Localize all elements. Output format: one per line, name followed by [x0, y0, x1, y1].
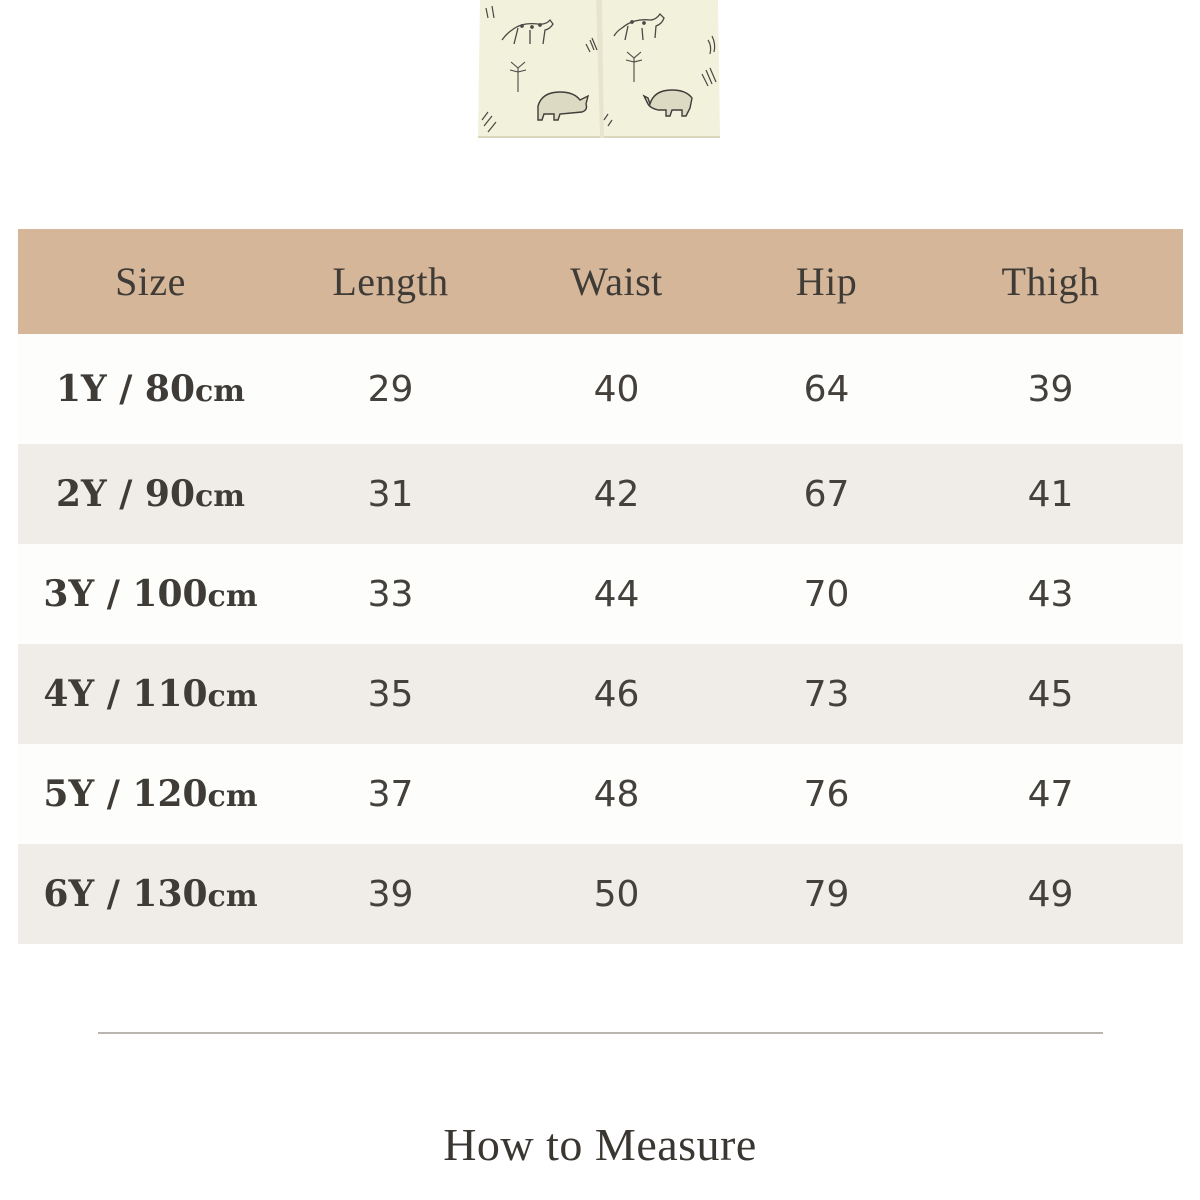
size-label: 3Y / 100cm — [43, 573, 258, 615]
table-header-row — [18, 229, 1183, 334]
length-value: 33 — [367, 573, 414, 615]
product-shorts-image — [474, 0, 724, 140]
hip-value: 73 — [803, 673, 850, 715]
size-unit: cm — [207, 679, 258, 714]
hip-value: 76 — [803, 773, 850, 815]
hip-value: 70 — [803, 573, 850, 615]
size-age: 2Y — [55, 473, 107, 515]
size-age: 4Y — [43, 673, 95, 715]
size-label: 1Y / 80cm — [55, 368, 246, 410]
hip-value: 64 — [803, 368, 850, 410]
table-row — [18, 744, 1183, 844]
column-header-waist: Waist — [570, 259, 663, 304]
size-height: 100 — [132, 573, 208, 615]
size-age: 6Y — [43, 873, 95, 915]
thigh-value: 45 — [1027, 673, 1074, 715]
length-value: 29 — [367, 368, 414, 410]
length-value: 39 — [367, 873, 414, 915]
size-unit: cm — [207, 879, 258, 914]
hip-value: 79 — [803, 873, 850, 915]
length-value: 37 — [367, 773, 414, 815]
size-height: 80 — [144, 368, 196, 410]
table-row — [18, 844, 1183, 944]
size-height: 90 — [144, 473, 196, 515]
size-age: 5Y — [43, 773, 95, 815]
size-unit: cm — [195, 479, 246, 514]
size-unit: cm — [195, 374, 246, 409]
size-age: 3Y — [43, 573, 95, 615]
column-header-size: Size — [115, 259, 186, 304]
size-unit: cm — [207, 579, 258, 614]
table-row — [18, 444, 1183, 544]
thigh-value: 49 — [1027, 873, 1074, 915]
how-to-measure-heading: How to Measure — [443, 1119, 757, 1170]
size-age: 1Y — [55, 368, 107, 410]
waist-value: 46 — [593, 673, 640, 715]
size-chart-table — [18, 229, 1183, 944]
thigh-value: 41 — [1027, 473, 1074, 515]
table-row — [18, 644, 1183, 744]
size-unit: cm — [207, 779, 258, 814]
thigh-value: 47 — [1027, 773, 1074, 815]
waist-value: 48 — [593, 773, 640, 815]
waist-value: 50 — [593, 873, 640, 915]
size-label: 5Y / 120cm — [43, 773, 258, 815]
size-label: 6Y / 130cm — [43, 873, 258, 915]
column-header-hip: Hip — [795, 259, 858, 304]
table-row — [18, 334, 1183, 444]
table-row — [18, 544, 1183, 644]
section-divider — [98, 1032, 1103, 1034]
length-value: 35 — [367, 673, 414, 715]
size-height: 110 — [132, 673, 208, 715]
size-label: 2Y / 90cm — [55, 473, 246, 515]
thigh-value: 39 — [1027, 368, 1074, 410]
hip-value: 67 — [803, 473, 850, 515]
size-label: 4Y / 110cm — [43, 673, 258, 715]
size-height: 120 — [132, 773, 208, 815]
waist-value: 40 — [593, 368, 640, 410]
column-header-thigh: Thigh — [1001, 259, 1100, 304]
waist-value: 42 — [593, 473, 640, 515]
size-height: 130 — [132, 873, 208, 915]
column-header-length: Length — [332, 259, 449, 304]
shorts-animal-print-image — [474, 0, 724, 140]
thigh-value: 43 — [1027, 573, 1074, 615]
length-value: 31 — [367, 473, 414, 515]
waist-value: 44 — [593, 573, 640, 615]
